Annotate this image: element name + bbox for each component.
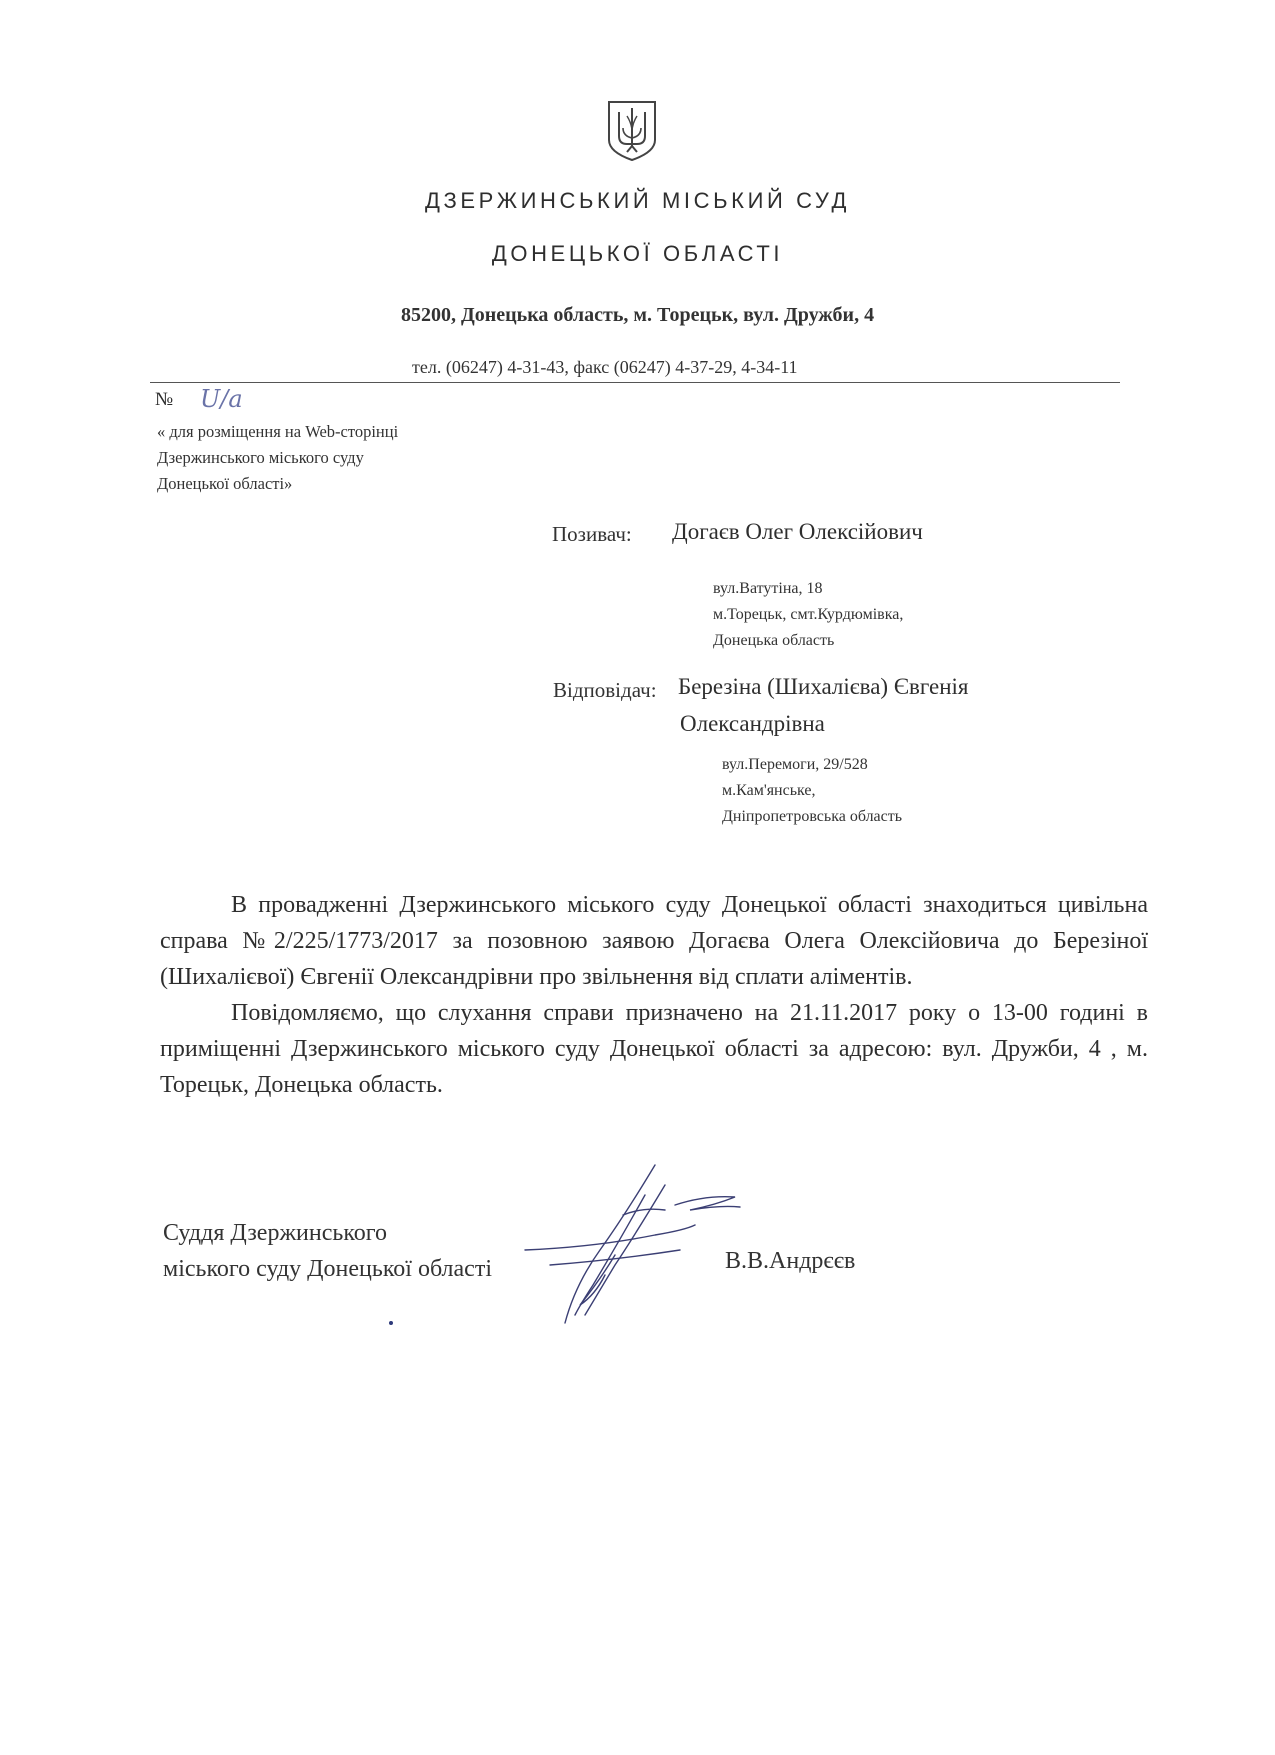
trident-coat-of-arms-icon — [603, 98, 661, 162]
court-phones: тел. (06247) 4-31-43, факс (06247) 4-37-29, 4-34-11 — [412, 357, 798, 377]
web-note-line: « для розміщення на Web-сторінці — [157, 422, 399, 441]
judge-title — [163, 1215, 492, 1287]
defendant-address — [722, 752, 902, 830]
notice-paragraph-hearing: Повідомляємо, що слухання справи призначено на 21.11.2017 року о 13-00 годині в приміщенні Дзержинського міського суду Донецької області за адресою: вул. Дружби, 4 , м. Торецьк, Донецька область. — [160, 1000, 1148, 1098]
web-note-line: Донецької області» — [157, 474, 293, 493]
plaintiff-label: Позивач: — [552, 522, 632, 546]
address-line: м.Кам'янське, — [722, 782, 816, 799]
address-line: вул.Перемоги, 29/528 — [722, 756, 868, 773]
defendant-label: Відповідач: — [553, 678, 657, 702]
notice-paragraph-case: В провадженні Дзержинського міського суду Донецької області знаходиться цивільна справа №2/225/1773/2017 за позовною заявою Догаєва Олега Олексійовича до Березіної (Шихалієвої) Євгенії Олександрівни про звільнення від сплати аліментів. — [160, 892, 1148, 990]
handwritten-signature — [505, 1155, 825, 1330]
address-line: Донецька область — [713, 632, 835, 649]
plaintiff-name: Догаєв Олег Олексійович — [672, 519, 923, 544]
judge-name: В.В.Андрєєв — [725, 1248, 856, 1274]
address-line: Дніпропетровська область — [722, 808, 903, 825]
outgoing-number-label: № — [155, 389, 174, 410]
web-note-line: Дзержинського міського суду — [157, 448, 364, 467]
court-name-line1: ДЗЕРЖИНСЬКИЙ МІСЬКИЙ СУД — [425, 188, 850, 213]
notice-body — [160, 887, 1148, 1103]
court-name-line2: ДОНЕЦЬКОЇ ОБЛАСТІ — [491, 241, 784, 266]
defendant-name-line1: Березіна (Шихалієва) Євгенія — [678, 674, 969, 699]
judge-title-line2: міського суду Донецької області — [163, 1256, 492, 1282]
header-divider — [150, 382, 1120, 383]
web-publication-note — [157, 419, 398, 497]
scan-speck — [389, 1321, 393, 1325]
address-line: м.Торецьк, смт.Курдюмівка, — [713, 606, 904, 623]
address-line: вул.Ватутіна, 18 — [713, 580, 823, 597]
court-address: 85200, Донецька область, м. Торецьк, вул. Дружби, 4 — [400, 304, 875, 326]
judge-title-line1: Суддя Дзержинського — [163, 1220, 388, 1246]
plaintiff-address — [713, 576, 903, 654]
defendant-name-line2: Олександрівна — [680, 711, 825, 736]
outgoing-number-value: U/a — [200, 385, 243, 413]
